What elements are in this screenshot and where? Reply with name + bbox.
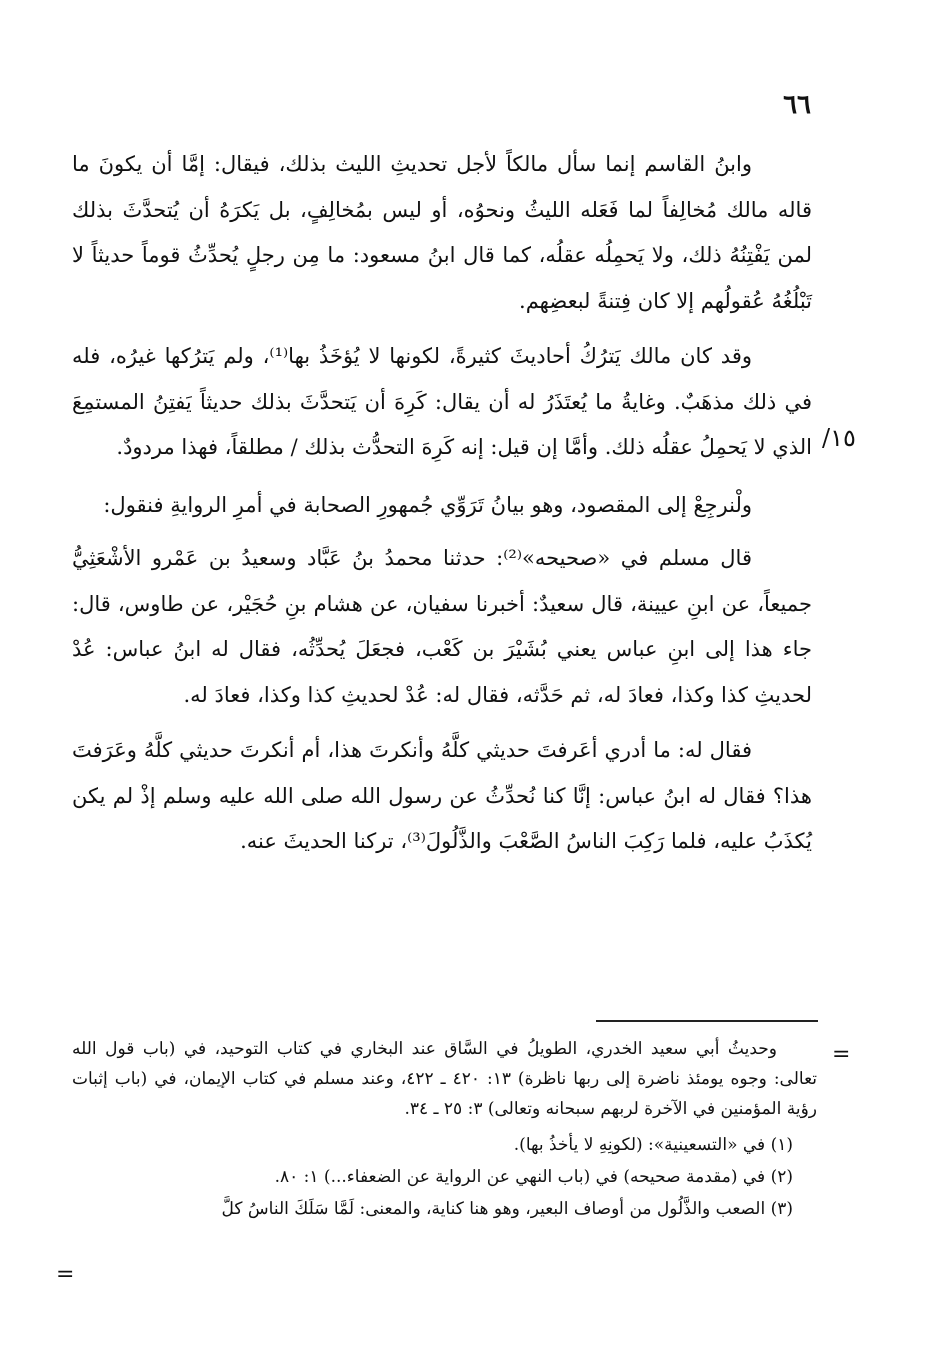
footnote-separator xyxy=(596,1020,818,1022)
main-text xyxy=(72,142,812,865)
page-number: ٦٦ xyxy=(783,90,811,120)
paragraph-3: ولْنرجِعْ إلى المقصود، وهو بيانُ تَرَوِّي جُمهورِ الصحابة في أمرِ الروايةِ فنقول: xyxy=(103,492,752,517)
footnote-continuation: وحديثُ أبي سعيد الخدري، الطويلُ في السَّاق عند البخاري في كتاب التوحيد، في (باب قول الله تعالى: وجوه يومئذ ناضرة إلى ربها ناظرة) ١٣: ٤٢٠ ـ ٤٢٢، وعند مسلم في كتاب الإيمان، في (باب إثبات رؤية المؤمنين في الآخرة لربهم سبحانه وتعالى) ٣: ٢٥ ـ ٣٤. xyxy=(72,1039,818,1119)
margin-folio-marker: ١٥/ xyxy=(822,424,856,452)
footnote-3: (٣) الصعب والذَّلُول من أوصاف البعير، وهو هنا كناية، والمعنى: لَمَّا سَلَكَ الناسُ كلَّ xyxy=(221,1199,793,1219)
footnotes xyxy=(72,1034,817,1226)
paragraph-4: قال مسلم في «صحيحه»⁽²⁾: حدثنا محمدُ بنُ عَبَّاد وسعيدُ بن عَمْرو الأشْعَثِيُّ جميعاً، عن ابنِ عيينة، قال سعيدٌ: أخبرنا سفيان، عن هشام بنِ حُجَيْر، عن طاوس، قال: جاء هذا إلى ابنِ عباس يعني بُشَيْرَ بن كَعْب، فجعَلَ يُحدِّثُه، فقال له ابنُ عباس: عُدْ لحديثِ كذا وكذا، فعادَ له، ثم حَدَّثه، فقال له: عُدْ لحديثِ كذا وكذا، فعادَ له. xyxy=(72,546,812,707)
paragraph-2: وقد كان مالك يَترُكُ أحاديثَ كثيرةً، لكونها لا يُؤخَذُ بها⁽¹⁾، ولم يَترُكها غيرُه، فله في ذلك مذهَبٌ. وغايةُ ما يُعتَذَرُ له أن يقال: كَرِهَ أن يَتحدَّثَ بذلك حديثاً يَفتِنُ المستمِعَ الذي لا يَحمِلُ عقلُه ذلك. وأمَّا إن قيل: إنه كَرِهَ التحدُّث بذلك / مطلقاً، فهذا مردودٌ. xyxy=(72,344,812,459)
paragraph-1: وابنُ القاسم إنما سأل مالكاً لأجل تحديثِ الليث بذلك، فيقال: إمَّا أن يكونَ ما قاله مالك مُخالِفاً لما فَعَله الليثُ ونحوُه، أو ليس بمُخالِفٍ، بل يَكرَهُ أن يُتحدَّثَ بذلك لمن يَفْتِنُهُ ذلك، ولا يَحمِلُه عقلُه، كما قال ابنُ مسعود: ما مِن رجلٍ يُحدِّثُ قوماً حديثاً لا تَبْلُغُهُ عُقولُهم إلا كان فِتنةً لبعضِهم. xyxy=(72,152,812,313)
footnote-continuation-mark: = xyxy=(832,1042,851,1067)
paragraph-5: فقال له: ما أدري أعَرفتَ حديثي كلَّهُ وأنكرتَ هذا، أم أنكرتَ حديثي كلَّهُ وعَرَفتَ هذا؟ فقال له ابنُ عباس: إنَّا كنا نُحدِّثُ عن رسول الله صلى الله عليه وسلم إذْ لم يكن يُكذَبُ عليه، فلما رَكِبَ الناسُ الصَّعْبَ والذَّلُولَ⁽³⁾، تركنا الحديثَ عنه. xyxy=(72,738,812,853)
footnote-trailing-mark: = xyxy=(56,1262,75,1287)
footnote-2: (٢) في (مقدمة صحيحه) في (باب النهي عن الرواية عن الضعفاء...) ١: ٨٠. xyxy=(274,1167,793,1187)
footnote-1: (١) في «التسعينية»: (لكونِهِ لا يأخذُ بها). xyxy=(513,1135,793,1155)
